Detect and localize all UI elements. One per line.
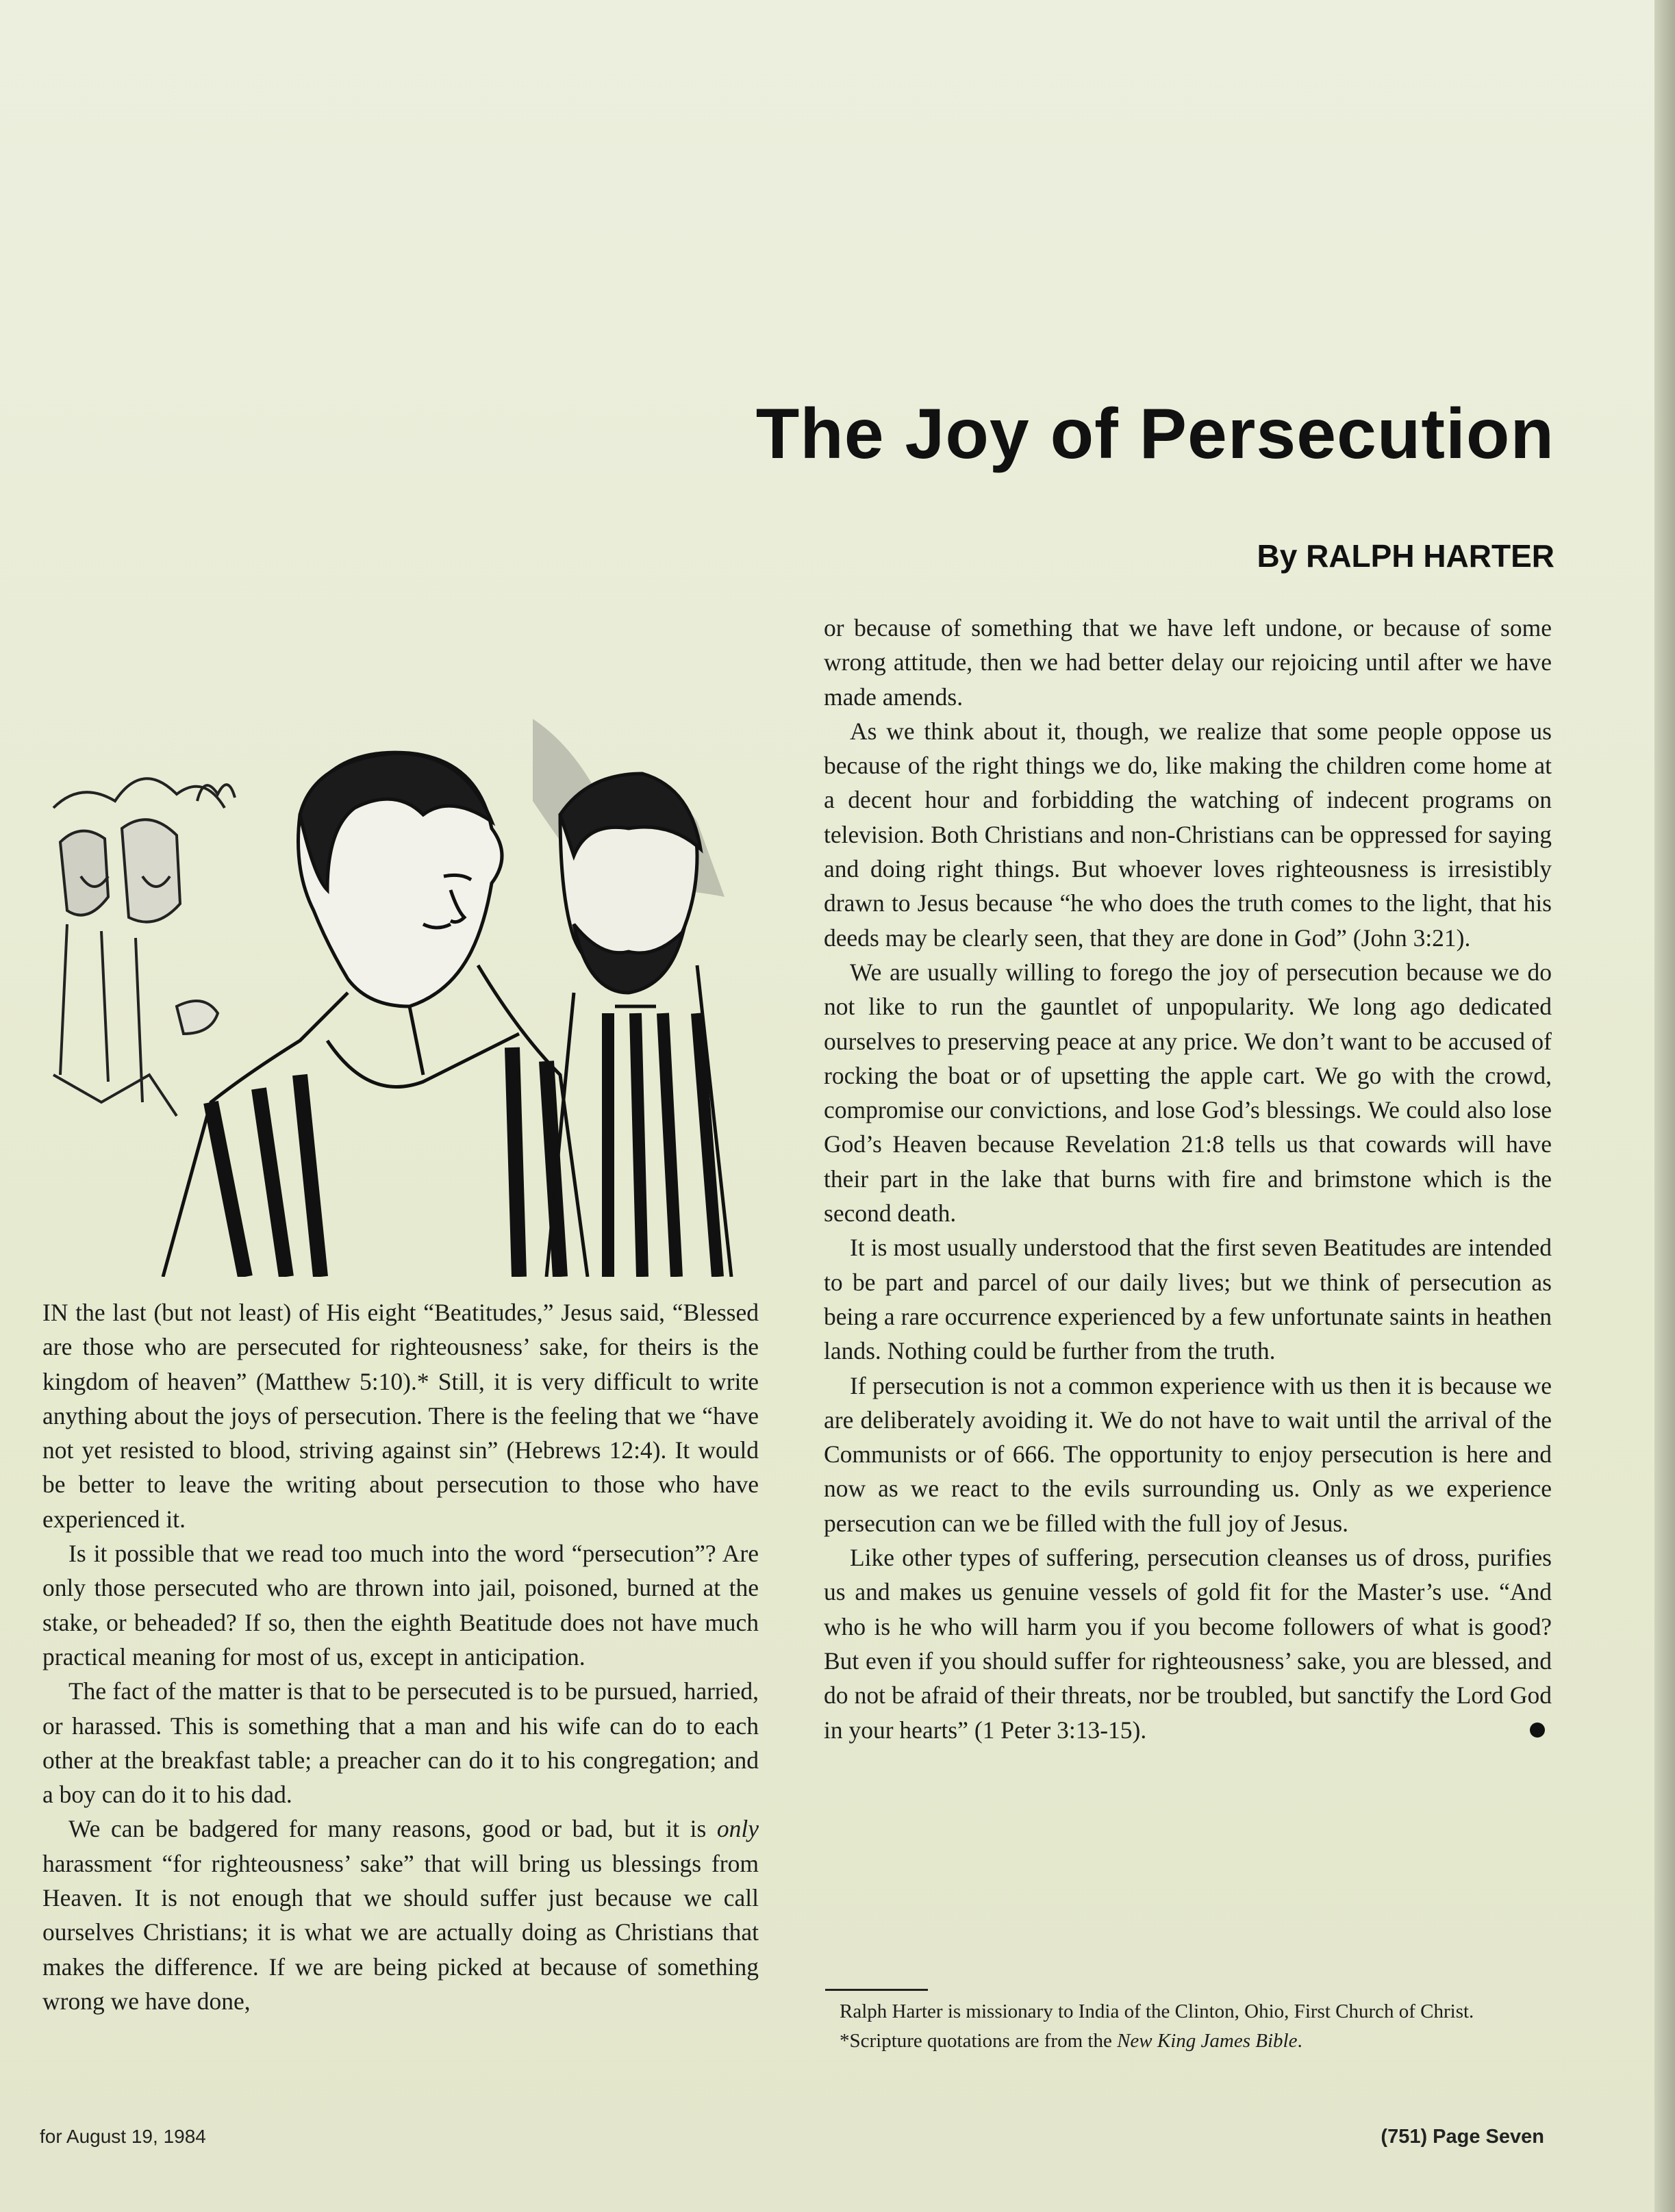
paragraph: If persecution is not a common experience with us then it is because we are deliberately avoiding it. We do not have to wait until the arrival of the Communists or of 666. The opportunity to enjoy persecution is here and now as we react to the evils surrounding us. Only as we experience persecution can we be filled with the full joy of Jesus. bbox=[824, 1371, 1552, 1537]
jesus-figure bbox=[163, 752, 588, 1277]
paragraph bbox=[824, 1540, 1552, 1747]
paragraph-text: harassment “for righteousness’ sake” that will bring us blessings from Heaven. It is not enough that we should suffer just because we call ourselves Christians; it is what we are actually doing as Christians that makes the difference. If we are being picked at because of something wrong we have done, bbox=[42, 1849, 759, 2015]
paragraph: It is most usually understood that the first seven Beatitudes are intended to be part and parcel of our daily lives; but we think of persecution as being a rare occurrence experienced by a few unfortunate saints in heathen lands. Nothing could be further from the truth. bbox=[824, 1234, 1552, 1365]
emphasis-text: only bbox=[716, 1815, 759, 1843]
paragraph: Is it possible that we read too much into the word “persecution”? Are only those persecuted who are thrown into jail, poisoned, burned at the stake, or beheaded? If so, then the eighth Beatitude does not have much practical meaning for most of us, except in anticipation. bbox=[42, 1540, 759, 1670]
author-note: Ralph Harter is missionary to India of the Clinton, Ohio, First Church of Christ. bbox=[840, 2000, 1474, 2022]
paragraph: or because of something that we have left undone, or because of some wrong attitude, then we had better delay our rejoicing until after we have made amends. bbox=[824, 614, 1552, 711]
page-number: (751) Page Seven bbox=[1381, 2126, 1544, 2148]
paragraph: The fact of the matter is that to be persecuted is to be pursued, harried, or harassed. This is something that a man and his wife can do to each other at the breakfast table; a preacher can do it to his congregation; and a boy can do it to his dad. bbox=[42, 1677, 759, 1809]
right-column bbox=[824, 611, 1552, 1747]
scripture-note bbox=[822, 2029, 1548, 2054]
illustration-jesus-and-crowd bbox=[40, 719, 772, 1277]
footnote-text: *Scripture quotations are from the bbox=[840, 2030, 1112, 2052]
article-byline: By RALPH HARTER bbox=[1257, 538, 1554, 574]
footnotes bbox=[822, 1999, 1548, 2058]
article-title: The Joy of Persecution bbox=[755, 394, 1554, 474]
page-edge-shadow bbox=[1654, 0, 1675, 2212]
paragraph: IN the last (but not least) of His eight “Beatitudes,” Jesus said, “Blessed are those who are persecuted for righteousness’ sake, for theirs is the kingdom of heaven” (Matthew 5:10).* Still, it is very difficult to write anything about the joys of persecution. There is the feeling that we “have not yet resisted to blood, striving against sin” (Hebrews 12:4). It would be better to leave the writing about persecution to those who have experienced it. bbox=[42, 1299, 759, 1533]
paragraph: We are usually willing to forego the joy of persecution because we do not like to run the gauntlet of unpopularity. We long ago dedicated ourselves to preserving peace at any price. We don’t want to be accused of rocking the boat or of upsetting the apple cart. We go with the crowd, compromise our convictions, and lose God’s blessings. We could also lose God’s Heaven because Revelation 21:8 tells us that cowards will have their part in the lake that burns with fire and brimstone which is the second death. bbox=[824, 958, 1552, 1228]
paragraph-text: Like other types of suffering, persecution cleanses us of dross, purifies us and makes us genuine vessels of gold fit for the Master’s use. “And who is he who will harm you if you become followers of what is good? But even if you should suffer for righteousness’ sake, you are blessed, and do not be afraid of their threats, nor be troubled, but sanctify the Lord God in your hearts” (1 Peter 3:13-15). bbox=[824, 1544, 1552, 1744]
paragraph: As we think about it, though, we realize that some people oppose us because of the right things we do, like making the children come home at a decent hour and forbidding the watching of indecent programs on television. Both Christians and non-Christians can be oppressed for saying and doing right things. But whoever loves righteousness is irresistibly drawn to Jesus because “he who does the truth comes to the light, that his deeds may be clearly seen, that they are done in God” (John 3:21). bbox=[824, 717, 1552, 952]
footnote-rule bbox=[825, 1989, 928, 1991]
bible-version: New King James Bible bbox=[1117, 2030, 1298, 2052]
footnote-text: . bbox=[1297, 2030, 1302, 2052]
paragraph-text: We can be badgered for many reasons, good or bad, but it is bbox=[68, 1815, 707, 1843]
end-mark-icon bbox=[1530, 1722, 1545, 1738]
left-column bbox=[42, 1295, 759, 2018]
crowd-background bbox=[53, 778, 235, 1116]
paragraph bbox=[42, 1811, 759, 2018]
issue-date: for August 19, 1984 bbox=[40, 2126, 206, 2147]
